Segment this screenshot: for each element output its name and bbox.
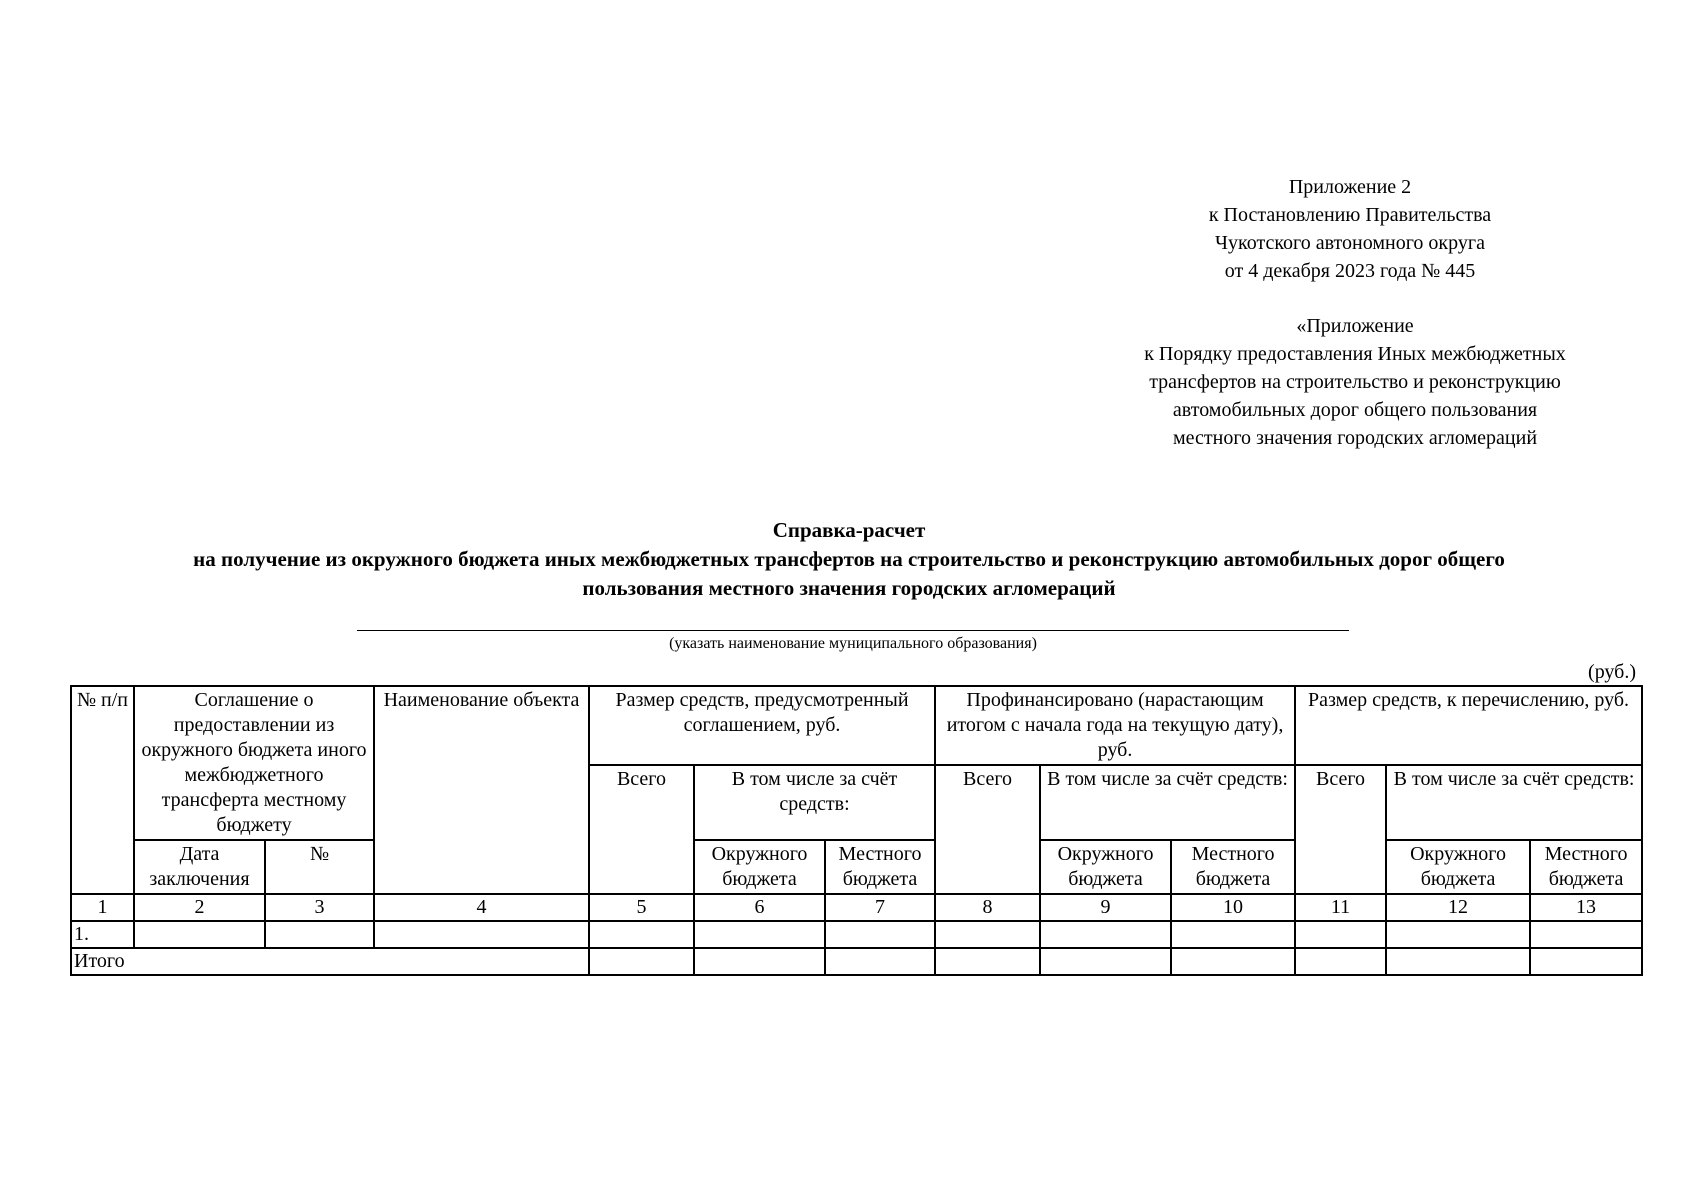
- empty-cell: [1040, 921, 1171, 948]
- column-number: 7: [825, 894, 935, 921]
- title-heading: Справка-расчет: [772, 518, 926, 542]
- appendix-order-line: «Приложение: [1296, 315, 1414, 337]
- appendix-main-line: Чукотского автономного округа: [1215, 232, 1485, 254]
- column-number: 1: [71, 894, 134, 921]
- empty-cell: [589, 948, 694, 975]
- column-number: 12: [1386, 894, 1530, 921]
- header-agreement: Соглашение о предоставлении из окружного бюджета иного межбюджетного трансферта местному бюджету: [134, 686, 374, 840]
- appendix-main-line: Приложение 2: [1288, 176, 1412, 198]
- header-financed: Профинансировано (нарастающим итогом с начала года на текущую дату), руб.: [935, 686, 1295, 765]
- document-title: [60, 516, 1638, 603]
- column-number-row: [71, 894, 1642, 921]
- empty-cell: [1040, 948, 1171, 975]
- header-local-budget: Местного бюджета: [825, 840, 935, 894]
- header-date: Дата заключения: [134, 840, 265, 894]
- header-district-budget: Окружного бюджета: [694, 840, 825, 894]
- header-local-budget: Местного бюджета: [1530, 840, 1642, 894]
- empty-cell: [1530, 921, 1642, 948]
- header-object: Наименование объекта: [374, 686, 589, 894]
- appendix-main-block: [1100, 173, 1600, 285]
- table-row: [71, 921, 1642, 948]
- column-number: 4: [374, 894, 589, 921]
- title-line: пользования местного значения городских агломераций: [582, 576, 1116, 600]
- appendix-order-line: автомобильных дорог общего пользования: [1172, 399, 1538, 421]
- appendix-order-block: [1040, 312, 1670, 452]
- row-number-cell: 1.: [71, 921, 134, 948]
- empty-cell: [1386, 948, 1530, 975]
- municipality-caption: (указать наименование муниципального образования): [669, 635, 1037, 652]
- empty-cell: [694, 921, 825, 948]
- empty-cell: [935, 948, 1040, 975]
- appendix-order-line: к Порядку предоставления Иных межбюджетных: [1144, 343, 1566, 365]
- header-district-budget: Окружного бюджета: [1386, 840, 1530, 894]
- empty-cell: [589, 921, 694, 948]
- empty-cell: [825, 948, 935, 975]
- header-including: В том числе за счёт средств:: [1040, 765, 1295, 840]
- empty-cell: [374, 921, 589, 948]
- unit-label: (руб.): [1588, 661, 1636, 683]
- header-total: Всего: [1295, 765, 1386, 894]
- header-row-3: [71, 840, 1642, 894]
- column-number: 2: [134, 894, 265, 921]
- column-number: 10: [1171, 894, 1295, 921]
- header-including: В том числе за счёт средств:: [694, 765, 935, 840]
- empty-cell: [1295, 948, 1386, 975]
- total-row: [71, 948, 1642, 975]
- empty-cell: [825, 921, 935, 948]
- total-label-cell: Итого: [71, 948, 589, 975]
- appendix-order-line: трансфертов на строительство и реконструкцию: [1149, 371, 1561, 393]
- empty-cell: [265, 921, 374, 948]
- empty-cell: [935, 921, 1040, 948]
- column-number: 9: [1040, 894, 1171, 921]
- empty-cell: [694, 948, 825, 975]
- title-line: на получение из окружного бюджета иных межбюджетных трансфертов на строительство и реконструкцию автомобильных дорог общего: [193, 547, 1505, 571]
- calculation-table: [70, 685, 1643, 976]
- appendix-main-line: от 4 декабря 2023 года № 445: [1224, 260, 1476, 282]
- empty-cell: [1530, 948, 1642, 975]
- header-total: Всего: [589, 765, 694, 894]
- column-number: 13: [1530, 894, 1642, 921]
- empty-cell: [1171, 948, 1295, 975]
- empty-cell: [1171, 921, 1295, 948]
- empty-cell: [1295, 921, 1386, 948]
- appendix-order-line: местного значения городских агломераций: [1172, 427, 1538, 449]
- header-to-transfer: Размер средств, к перечислению, руб.: [1295, 686, 1642, 765]
- column-number: 6: [694, 894, 825, 921]
- appendix-main-line: к Постановлению Правительства: [1208, 204, 1492, 226]
- header-agreement-no: №: [265, 840, 374, 894]
- header-total: Всего: [935, 765, 1040, 894]
- municipality-fill-line: [357, 630, 1349, 631]
- header-district-budget: Окружного бюджета: [1040, 840, 1171, 894]
- column-number: 5: [589, 894, 694, 921]
- column-number: 8: [935, 894, 1040, 921]
- column-number: 11: [1295, 894, 1386, 921]
- header-num: № п/п: [71, 686, 134, 894]
- empty-cell: [134, 921, 265, 948]
- column-number: 3: [265, 894, 374, 921]
- header-row-1: [71, 686, 1642, 765]
- header-including: В том числе за счёт средств:: [1386, 765, 1642, 840]
- header-local-budget: Местного бюджета: [1171, 840, 1295, 894]
- header-agreed-amount: Размер средств, предусмотренный соглашением, руб.: [589, 686, 935, 765]
- empty-cell: [1386, 921, 1530, 948]
